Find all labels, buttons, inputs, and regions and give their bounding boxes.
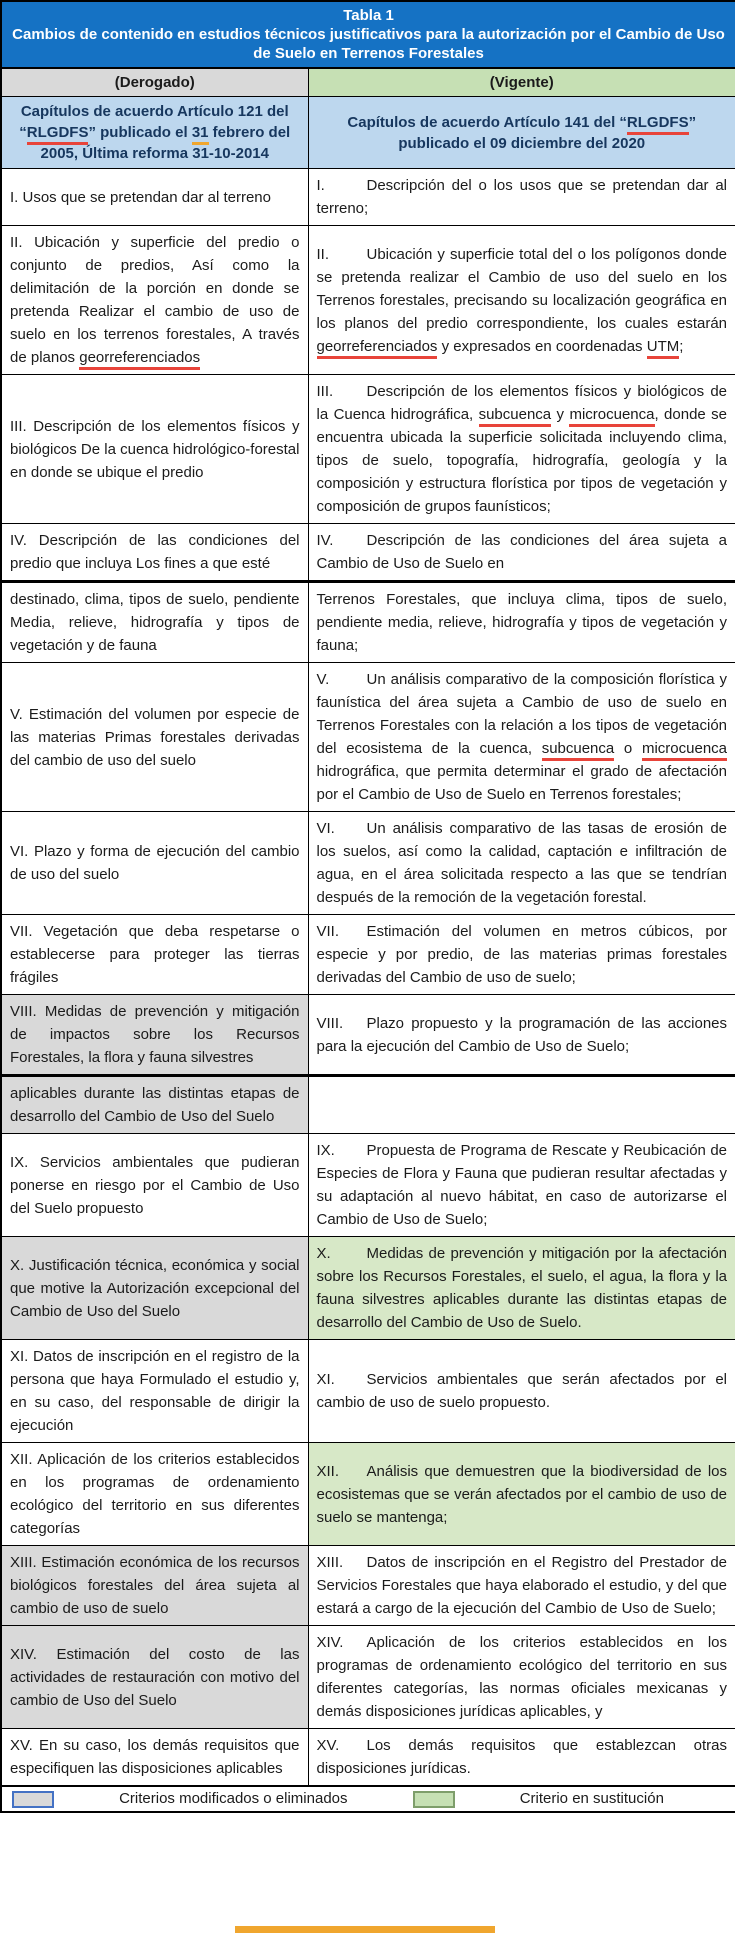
clause-number: V. (316, 671, 330, 688)
text-segment: Datos de inscripción en el Registro del Prestador de Servicios Forestales que haya elaborado el estudio, y del que estará a cargo de la ejecución del Cambio de Uso de Suelo; (316, 1554, 728, 1617)
table-row (1, 1626, 735, 1729)
text-segment: ” publicado el 09 diciembre del 2020 (398, 113, 697, 152)
vigente-cell (308, 915, 735, 995)
legend (1, 1786, 735, 1812)
legend-green-label: Criterio en sustitución (519, 1790, 664, 1807)
text-segment: ; (679, 337, 684, 355)
vigente-cell (308, 1626, 735, 1729)
underlined-term: UTM (647, 338, 680, 359)
text-segment: Un análisis comparativo de las tasas de erosión de los suelos, así como la calidad, captación e infiltración de agua, en el área solicitada respecto a las que se tendrían después de la remoción de la vegetación forestal. (316, 820, 728, 906)
derogado-cell (1, 226, 308, 375)
text-segment: VI. Plazo y forma de ejecución del cambio de uso del suelo (10, 843, 300, 883)
text-segment: XIII. Estimación económica de los recursos biológicos forestales del área sujeta al cambio de uso de suelo (10, 1554, 300, 1617)
table-row (1, 812, 735, 915)
text-segment: VII. Vegetación que deba respetarse o establecerse para proteger las tierras frágiles (10, 923, 300, 986)
derogado-cell (1, 1729, 308, 1787)
text-segment: Propuesta de Programa de Rescate y Reubicación de Especies de Flora y Fauna que pudieran resultar afectadas y su adaptación al nuevo hábitat, en caso de autorizarse el Cambio de Uso de Suelo; (316, 1142, 728, 1228)
vigente-cell (308, 1443, 735, 1546)
text-segment: XIV. Estimación del costo de las actividades de restauración con motivo del cambio de Uso del Suelo (10, 1645, 300, 1709)
clause-number: III. (316, 383, 334, 400)
clause-number: I. (316, 177, 325, 194)
table-row (1, 169, 735, 226)
clause-number: XI. (316, 1371, 335, 1388)
legend-row (1, 1786, 735, 1812)
underlined-term: RLGDFS (27, 124, 89, 145)
derogado-cell (1, 1443, 308, 1546)
text-segment: , donde se encuentra ubicada la superficie solicitada incluyendo clima, tipos de suelo, topografía, hidrografía, geología y la composición y estructura florística por tipos de vegetación y composición de grupos faunísticos; (316, 406, 728, 515)
table-row (1, 226, 735, 375)
text-segment: Descripción del o los usos que se pretendan dar al terreno; (316, 177, 728, 217)
table-row (1, 915, 735, 995)
vigente-cell (308, 226, 735, 375)
table-row (1, 1729, 735, 1787)
vigente-cell (308, 1729, 735, 1787)
underlined-term: subcuenca (542, 740, 615, 761)
derogado-subheader (1, 97, 308, 169)
table-row (1, 524, 735, 582)
derogado-cell (1, 1626, 308, 1729)
text-segment: Capítulos de acuerdo Artículo 121 del “ (19, 103, 289, 141)
clause-number: XIII. (316, 1554, 344, 1571)
text-segment: XV. En su caso, los demás requisitos que especifiquen las disposiciones aplicables (10, 1737, 300, 1777)
text-segment: Estimación del volumen en metros cúbicos, por especie y por predio, de las materias primas forestales derivadas del Cambio de uso de suelo; (316, 923, 728, 986)
clause-number: XV. (316, 1737, 340, 1754)
vigente-cell (308, 812, 735, 915)
underlined-term: microcuenca (642, 740, 727, 761)
underlined-term: microcuenca (569, 406, 654, 427)
table-title: Tabla 1 (343, 7, 394, 24)
clause-number: XII. (316, 1462, 340, 1480)
vigente-cell (308, 1076, 735, 1134)
vigente-cell (308, 1340, 735, 1443)
text-segment: o (614, 740, 642, 757)
vigente-cell (308, 169, 735, 226)
text-segment: XI. Datos de inscripción en el registro de la persona que haya Formulado el estudio y, en su caso, del responsable de dirigir la ejecución (10, 1348, 300, 1434)
legend-grey-swatch (12, 1791, 54, 1808)
derogado-cell (1, 1076, 308, 1134)
highlight-bar (235, 1926, 495, 1933)
derogado-cell (1, 1237, 308, 1340)
table-row (1, 1134, 735, 1237)
text-segment: XII. Aplicación de los criterios establecidos en los programas de ordenamiento ecológico del territorio en sus diferentes categorías (10, 1451, 300, 1537)
text-segment: IX. Servicios ambientales que pudieran ponerse en riesgo por el Cambio de Uso del Suelo propuesto (10, 1153, 300, 1217)
underlined-term: subcuenca (479, 406, 552, 427)
legend-green-swatch (413, 1791, 455, 1808)
vigente-cell (308, 524, 735, 582)
column-header-row (1, 68, 735, 97)
vigente-cell (308, 663, 735, 812)
table-row (1, 375, 735, 524)
clause-number: II. (316, 245, 330, 263)
text-segment: Terrenos Forestales, que incluya clima, tipos de suelo, pendiente media, relieve, hidrografía y tipos de vegetación y fauna; (316, 591, 728, 654)
vigente-cell (308, 995, 735, 1076)
derogado-cell (1, 915, 308, 995)
text-segment: Medidas de prevención y mitigación por la afectación sobre los Recursos Forestales, el suelo, el agua, la flora y la fauna silvestres aplicables durante las distintas etapas de desarrollo del Cambio de Uso de Suelo. (316, 1245, 728, 1331)
table-row (1, 1237, 735, 1340)
text-segment: ” publicado el (88, 124, 192, 141)
underlined-term: georreferenciados (317, 338, 438, 359)
text-segment: Capítulos de acuerdo Artículo 141 del “ (347, 113, 627, 131)
clause-number: IV. (316, 532, 334, 549)
text-segment: Análisis que demuestren que la biodiversidad de los ecosistemas que se verán afectados por el cambio de uso de suelo se mantenga; (316, 1462, 728, 1526)
underlined-term: 31 (192, 124, 209, 145)
vigente-subheader (308, 97, 735, 169)
text-segment: y (551, 406, 570, 423)
derogado-cell (1, 1340, 308, 1443)
vigente-cell (308, 1134, 735, 1237)
text-segment: Descripción de las condiciones del área sujeta a Cambio de Uso de Suelo en (316, 532, 728, 572)
text-segment: IV. Descripción de las condiciones del predio que incluya Los fines a que esté (10, 532, 300, 572)
vigente-header: (Vigente) (308, 68, 735, 97)
table-subtitle: Cambios de contenido en estudios técnicos justificativos para la autorización por el Cambio de Uso de Suelo en Terrenos Forestales (12, 26, 725, 62)
text-segment: Descripción de los elementos físicos y biológicos de la Cuenca hidrográfica, (316, 383, 728, 423)
derogado-cell (1, 995, 308, 1076)
derogado-cell (1, 812, 308, 915)
underlined-term: georreferenciados (79, 349, 200, 370)
text-segment: I. Usos que se pretendan dar al terreno (10, 188, 271, 206)
table-title-cell (1, 1, 735, 68)
text-segment: X. Justificación técnica, económica y social que motive la Autorización excepcional del Cambio de Uso del Suelo (10, 1256, 300, 1320)
derogado-cell (1, 169, 308, 226)
clause-number: VI. (316, 820, 335, 837)
derogado-cell (1, 375, 308, 524)
text-segment: VIII. Medidas de prevención y mitigación de impactos sobre los Recursos Forestales, la flora y fauna silvestres (10, 1003, 300, 1066)
clause-number: VII. (316, 923, 340, 940)
title-row (1, 1, 735, 68)
derogado-cell (1, 1134, 308, 1237)
subheader-row (1, 97, 735, 169)
text-segment: III. Descripción de los elementos físicos y biológicos De la cuenca hidrológico-forestal en donde se ubique el predio (10, 417, 300, 481)
text-segment: y expresados en coordenadas (437, 337, 647, 355)
derogado-cell (1, 524, 308, 582)
clause-number: VIII. (316, 1014, 344, 1032)
clause-number: X. (316, 1245, 331, 1262)
vigente-cell (308, 1546, 735, 1626)
text-segment: Servicios ambientales que serán afectados por el cambio de uso de suelo propuesto. (316, 1371, 728, 1411)
text-segment: Ubicación y superficie total del o los polígonos donde se pretenda realizar el Cambio de uso del suelo en los Terrenos forestales, precisando su localización geográfica en los planos del predio correspondiente, los cuales estarán (316, 245, 728, 332)
legend-grey-label: Criterios modificados o eliminados (119, 1790, 348, 1807)
text-segment: febrero del 2005, Última reforma 31-10-2014 (40, 124, 291, 162)
table-body (1, 169, 735, 1787)
text-segment: aplicables durante las distintas etapas de desarrollo del Cambio de Uso del Suelo (10, 1085, 300, 1125)
text-segment: Aplicación de los criterios establecidos en los programas de ordenamiento ecológico del territorio en sus diferentes categorías, las normas oficiales mexicanas y demás disposiciones jurídicas aplicables, y (316, 1634, 728, 1720)
table-row (1, 663, 735, 812)
table-row (1, 1076, 735, 1134)
vigente-cell (308, 582, 735, 663)
vigente-cell (308, 1237, 735, 1340)
text-segment: V. Estimación del volumen por especie de las materias Primas forestales derivadas del cambio de uso del suelo (10, 705, 300, 769)
table-row (1, 582, 735, 663)
text-segment: Un análisis comparativo de la composición florística y faunística del área sujeta a Cambio de uso de suelo en Terrenos Forestales con la relación a los tipos de vegetación del ecosistema de la cuenca, (316, 671, 728, 757)
clause-number: XIV. (316, 1634, 344, 1651)
derogado-cell (1, 663, 308, 812)
table-row (1, 1340, 735, 1443)
vigente-cell (308, 375, 735, 524)
underlined-term: RLGDFS (627, 114, 689, 135)
clause-number: IX. (316, 1142, 335, 1159)
derogado-header: (Derogado) (1, 68, 308, 97)
table-row (1, 1443, 735, 1546)
table-row (1, 995, 735, 1076)
text-segment: Plazo propuesto y la programación de las acciones para la ejecución del Cambio de Uso de Suelo; (316, 1014, 728, 1055)
text-segment: Los demás requisitos que establezcan otras disposiciones jurídicas. (316, 1737, 728, 1777)
derogado-cell (1, 582, 308, 663)
text-segment: destinado, clima, tipos de suelo, pendiente Media, relieve, hidrografía y tipos de vegetación y de fauna (10, 591, 300, 654)
text-segment: hidrográfica, que permita determinar el grado de afectación por el Cambio de Uso de Suelo en Terrenos forestales; (316, 763, 728, 803)
text-segment: II. Ubicación y superficie del predio o conjunto de predios, Así como la delimitación de la porción en donde se pretenda Realizar el cambio de uso de suelo en los terrenos forestales, A través de planos (10, 234, 300, 366)
derogado-cell (1, 1546, 308, 1626)
table-row (1, 1546, 735, 1626)
